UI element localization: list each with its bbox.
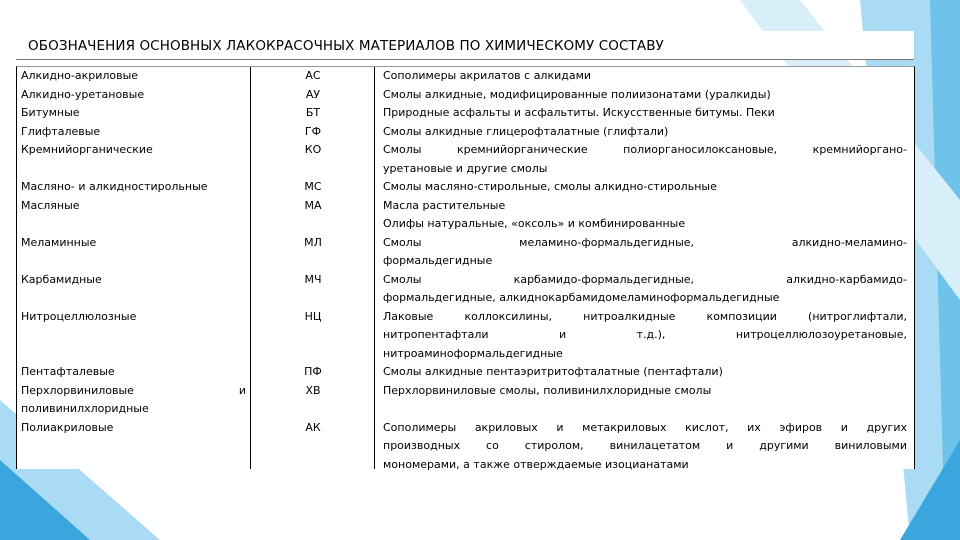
designation-table — [16, 66, 915, 469]
page-title: ОБОЗНАЧЕНИЯ ОСНОВНЫХ ЛАКОКРАСОЧНЫХ МАТЕРИАЛОВ ПО ХИМИЧЕСКОМУ СОСТАВУ — [28, 38, 664, 54]
description: Смолы карбамидо-формальдегидные, алкидно-карбамидо- — [383, 272, 907, 286]
column-divider-2 — [374, 67, 375, 469]
description-column — [383, 67, 907, 474]
code: НЦ — [304, 309, 322, 323]
code: АУ — [305, 87, 321, 101]
code: ГФ — [304, 124, 322, 138]
code: МЛ — [304, 235, 322, 249]
description: нитроаминоформальдегидные — [383, 346, 563, 360]
material-name: поливинилхлоридные — [21, 402, 149, 415]
material-name: Меламинные — [21, 235, 97, 249]
description: мономерами, а также отверждаемые изоцианатами — [383, 457, 689, 471]
material-name-column — [21, 67, 246, 437]
material-name: Карбамидные — [21, 272, 102, 286]
description: Смолы меламино-формальдегидные, алкидно-меламино- — [383, 235, 907, 249]
description: Смолы кремнийорганические полиорганосилоксановые, кремнийоргано- — [383, 143, 907, 156]
material-name: Пентафталевые — [21, 365, 115, 378]
code: МС — [304, 180, 322, 193]
material-name: Алкидно-уретановые — [21, 87, 145, 101]
material-name: Масляно- и алкидностирольные — [21, 180, 208, 193]
description: Лаковые коллоксилины, нитроалкидные композиции (нитроглифтали, — [383, 309, 907, 323]
column-divider-1 — [250, 67, 251, 469]
material-name: Глифталевые — [21, 124, 101, 138]
description: нитропентафтали и т.д.), нитроцеллюлозоуретановые, — [383, 328, 907, 341]
code: БТ — [305, 106, 321, 119]
code: АК — [305, 420, 321, 434]
description: Сополимеры акрилатов с алкидами — [383, 69, 592, 82]
description: Смолы алкидные, модифицированные полиизонатами (уралкиды) — [383, 87, 771, 101]
description: производных со стиролом, винилацетатом и другими виниловыми — [383, 439, 907, 452]
material-name: Масляные — [21, 198, 80, 212]
description: уретановые и другие смолы — [383, 161, 548, 175]
description: Смолы алкидные глицерофталатные (глифтали) — [383, 124, 669, 138]
description: Масла растительные — [383, 198, 506, 212]
code: ХВ — [305, 383, 321, 397]
code: КО — [304, 143, 322, 156]
description: Сополимеры акриловых и метакриловых кислот, их эфиров и других — [383, 420, 907, 434]
description: Смолы масляно-стирольные, смолы алкидно-стирольные — [383, 180, 717, 193]
description: формальдегидные — [383, 254, 493, 267]
material-name: Перхлорвиниловые — [21, 383, 134, 397]
code-column — [254, 67, 372, 437]
material-name: Битумные — [21, 106, 80, 119]
material-name: Нитроцеллюлозные — [21, 309, 137, 323]
material-name: Полиакриловые — [21, 420, 114, 434]
material-name: Алкидно-акриловые — [21, 69, 139, 82]
description: Олифы натуральные, «оксоль» и комбинированные — [383, 217, 686, 230]
code: МА — [304, 198, 322, 212]
description: Природные асфальты и асфальтиты. Искусственные битумы. Пеки — [383, 106, 775, 119]
code: МЧ — [304, 272, 322, 286]
description: формальдегидные, алкиднокарбамидомеламиноформальдегидные — [383, 291, 780, 304]
code: АС — [305, 69, 321, 82]
code: ПФ — [304, 365, 322, 378]
conjunction: и — [238, 383, 246, 397]
title-bar — [16, 31, 914, 60]
material-name: Кремнийорганические — [21, 143, 153, 156]
description: Смолы алкидные пентаэритритофталатные (пентафтали) — [383, 365, 723, 378]
description: Перхлорвиниловые смолы, поливинилхлоридные смолы — [383, 383, 712, 397]
material-name-split — [21, 382, 246, 401]
